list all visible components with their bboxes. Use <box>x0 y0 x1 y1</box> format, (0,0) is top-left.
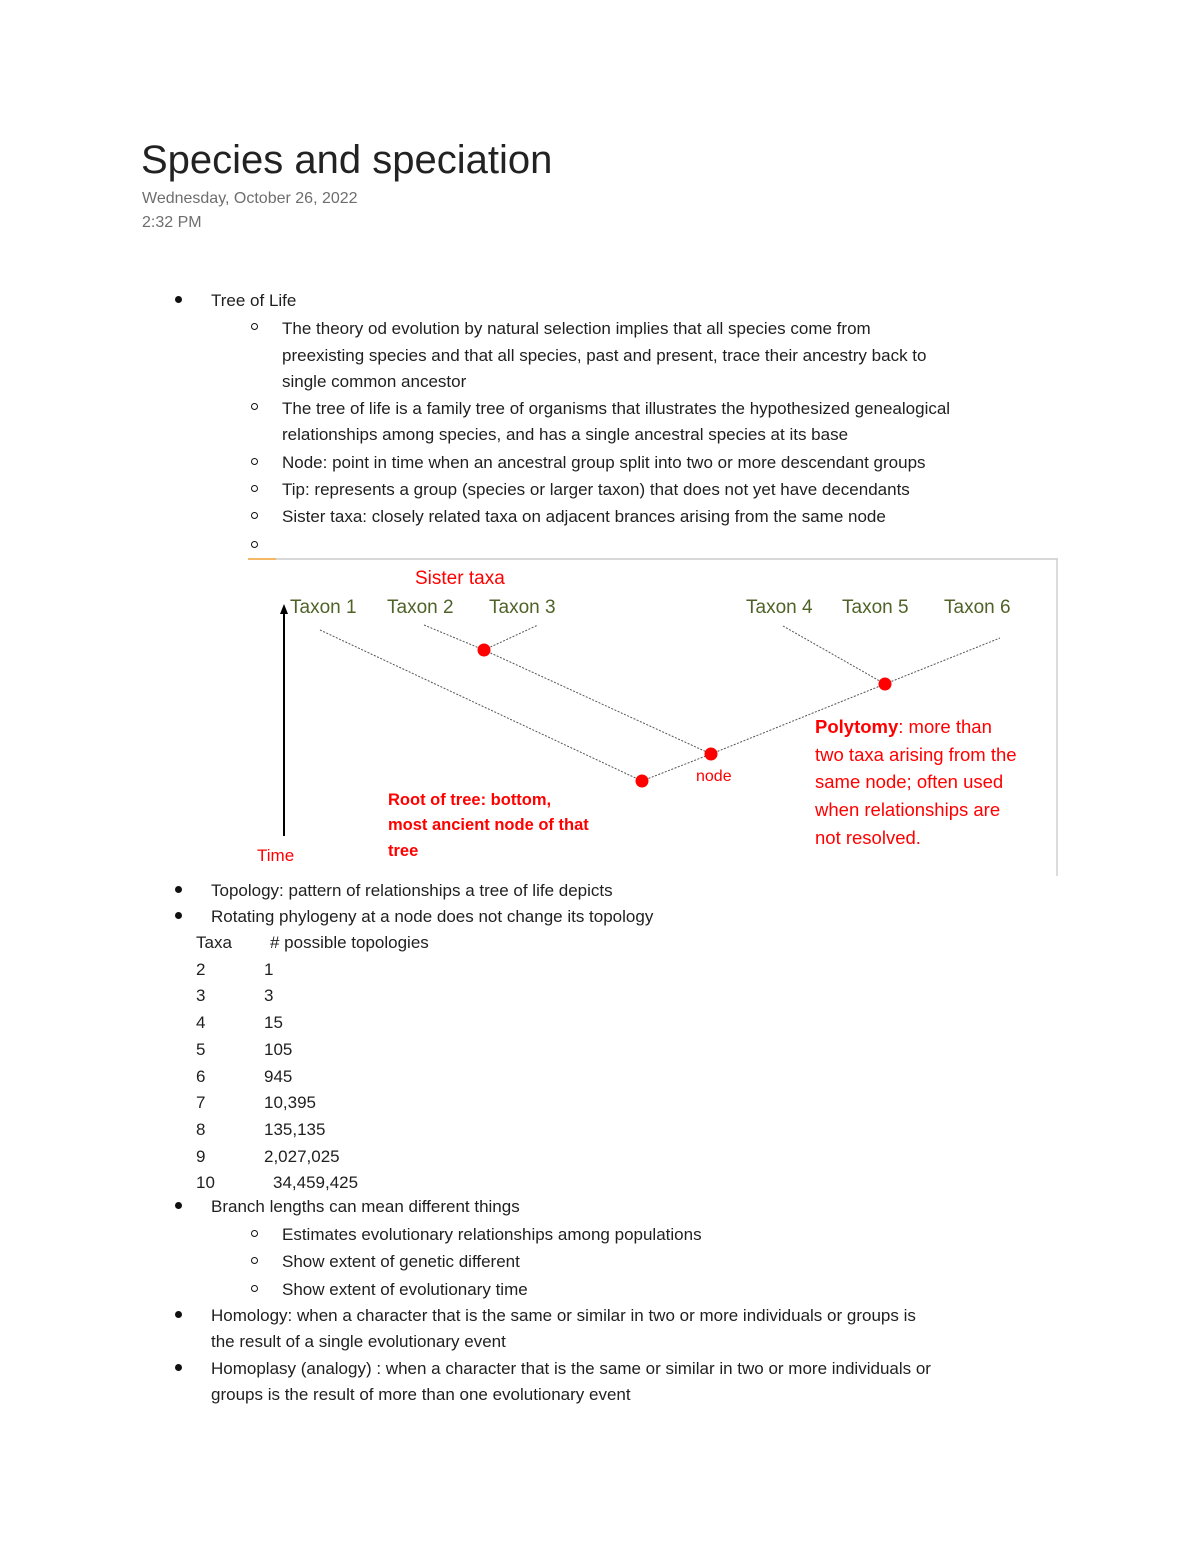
taxon-label: Taxon 5 <box>842 597 909 618</box>
taxon-label: Taxon 3 <box>489 597 556 618</box>
node-label: node <box>696 768 732 785</box>
circle-bullet-icon <box>251 541 258 548</box>
node-dot <box>705 748 718 761</box>
taxon-label: Taxon 2 <box>387 597 454 618</box>
circle-bullet-icon <box>251 1285 258 1292</box>
table-cell-count: 945 <box>264 1066 293 1086</box>
note-line: The theory od evolution by natural selection implies that all species come from <box>282 319 871 338</box>
table-cell-count: 10,395 <box>264 1093 316 1113</box>
table-cell-taxa: 9 <box>196 1146 206 1166</box>
note-rotating: Rotating phylogeny at a node does not change its topology <box>211 907 654 926</box>
branch-line <box>484 650 711 754</box>
note-line: preexisting species and that all species, past and present, trace their ancestry back to <box>282 346 927 365</box>
bullet-icon <box>175 1364 182 1371</box>
table-cell-taxa: 8 <box>196 1119 206 1139</box>
polytomy-text: : more than <box>898 716 992 737</box>
note-line: single common ancestor <box>282 372 467 391</box>
table-header-count: # possible topologies <box>270 933 429 952</box>
polytomy-label: not resolved. <box>815 827 921 848</box>
table-cell-taxa: 6 <box>196 1066 206 1086</box>
circle-bullet-icon <box>251 458 258 465</box>
table-header-taxa: Taxa <box>196 933 232 952</box>
time-label: Time <box>257 846 295 865</box>
taxon-label: Taxon 6 <box>944 597 1011 618</box>
table-cell-taxa: 7 <box>196 1093 206 1113</box>
note-line: Sister taxa: closely related taxa on adjacent brances arising from the same node <box>282 507 886 526</box>
note-tree-of-life: Tree of Life <box>211 291 297 310</box>
branch-line <box>783 626 885 684</box>
circle-bullet-icon <box>251 485 258 492</box>
node-dot <box>879 678 892 691</box>
bullet-icon <box>175 912 182 919</box>
circle-bullet-icon <box>251 512 258 519</box>
note-branch-item: Estimates evolutionary relationships among populations <box>282 1225 702 1244</box>
note-line: Tip: represents a group (species or larger taxon) that does not yet have decendants <box>282 480 910 499</box>
note-homology: the result of a single evolutionary event <box>211 1332 506 1351</box>
polytomy-label: two taxa arising from the <box>815 744 1017 765</box>
table-cell-taxa: 10 <box>196 1173 215 1193</box>
note-homology: Homology: when a character that is the same or similar in two or more individuals or groups is <box>211 1306 916 1325</box>
polytomy-label: same node; often used <box>815 771 1004 792</box>
table-cell-taxa: 4 <box>196 1013 206 1033</box>
taxon-label: Taxon 4 <box>746 597 813 618</box>
table-cell-count: 105 <box>264 1039 293 1059</box>
root-label: tree <box>388 842 419 860</box>
circle-bullet-icon <box>251 403 258 410</box>
page-title: Species and speciation <box>141 138 553 182</box>
polytomy-label <box>815 716 992 737</box>
note-line: relationships among species, and has a single ancestral species at its base <box>282 425 849 444</box>
note-branch: Branch lengths can mean different things <box>211 1197 520 1216</box>
table-cell-count: 1 <box>264 959 274 979</box>
bullet-icon <box>175 1311 182 1318</box>
branch-line <box>424 625 484 650</box>
note-homoplasy: groups is the result of more than one evolutionary event <box>211 1385 631 1404</box>
circle-bullet-icon <box>251 1230 258 1237</box>
page-date: Wednesday, October 26, 2022 <box>142 190 358 207</box>
table-cell-count: 34,459,425 <box>273 1173 359 1193</box>
note-branch-item: Show extent of genetic different <box>282 1252 520 1271</box>
time-arrow-head <box>280 604 288 614</box>
circle-bullet-icon <box>251 323 258 330</box>
table-cell-count: 2,027,025 <box>264 1146 340 1166</box>
bullet-icon <box>175 886 182 893</box>
page-time: 2:32 PM <box>142 214 202 231</box>
phylogeny-figure <box>248 556 1058 876</box>
note-line: The tree of life is a family tree of organisms that illustrates the hypothesized genealogical <box>282 399 951 418</box>
note-topology: Topology: pattern of relationships a tree of life depicts <box>211 881 613 900</box>
root-label: Root of tree: bottom, <box>388 791 552 809</box>
polytomy-label: when relationships are <box>815 799 1001 820</box>
node-dot <box>636 775 649 788</box>
note-line: Node: point in time when an ancestral group split into two or more descendant groups <box>282 453 926 472</box>
bullet-icon <box>175 1202 182 1209</box>
note-homoplasy: Homoplasy (analogy) : when a character that is the same or similar in two or more individuals or <box>211 1359 931 1378</box>
table-cell-count: 135,135 <box>264 1119 326 1139</box>
table-cell-taxa: 3 <box>196 986 206 1006</box>
branch-line <box>484 625 538 650</box>
node-dot <box>478 644 491 657</box>
bullet-icon <box>175 296 182 303</box>
table-cell-taxa: 2 <box>196 959 206 979</box>
table-cell-taxa: 5 <box>196 1039 206 1059</box>
taxon-label: Taxon 1 <box>290 597 357 618</box>
table-cell-count: 15 <box>264 1013 283 1033</box>
note-branch-item: Show extent of evolutionary time <box>282 1280 528 1299</box>
polytomy-word: Polytomy <box>815 716 899 737</box>
circle-bullet-icon <box>251 1257 258 1264</box>
root-label: most ancient node of that <box>388 816 589 834</box>
branch-line <box>885 638 1000 684</box>
table-cell-count: 3 <box>264 986 274 1006</box>
sister-taxa-label: Sister taxa <box>415 568 505 589</box>
